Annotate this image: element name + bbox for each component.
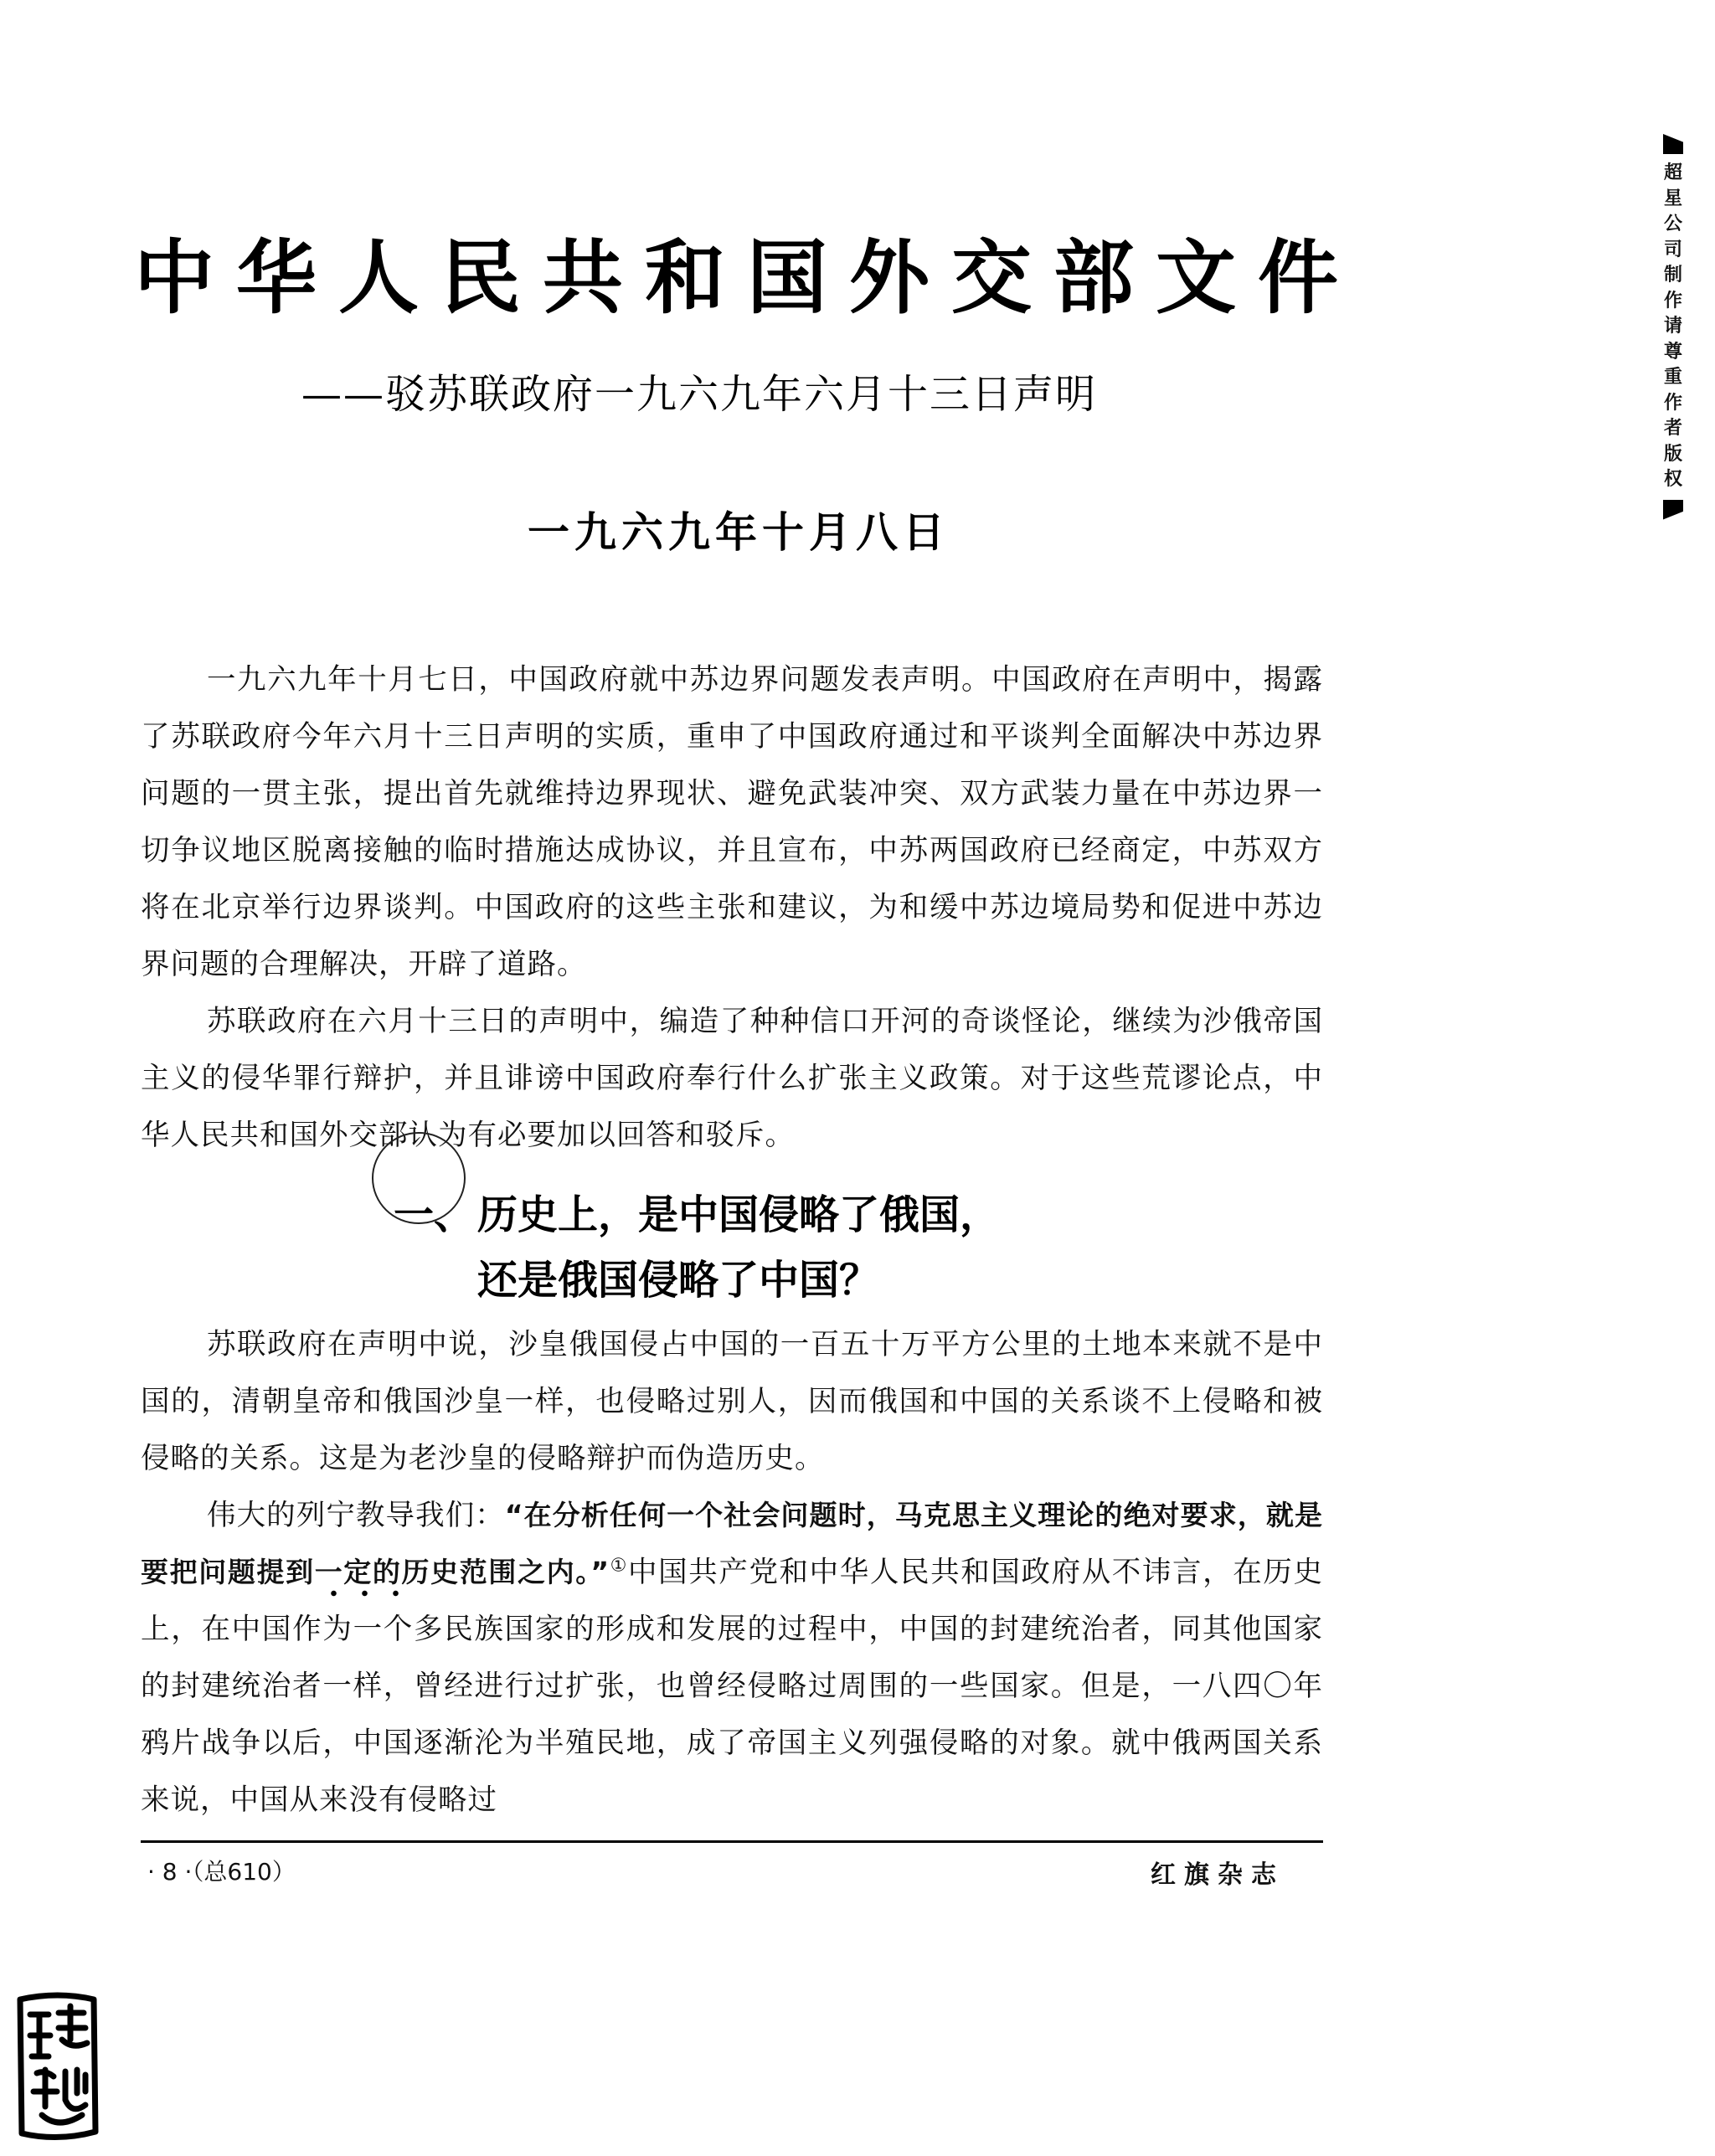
- footer-journal-name: 红旗杂志: [1151, 1860, 1285, 1890]
- paragraph-2: 苏联政府在六月十三日的声明中，编造了种种信口开河的奇谈怪论，继续为沙俄帝国主义的侵华罪行辩护，并且诽谤中国政府奉行什么扩张主义政策。对于这些荒谬论点，中华人民共和国外交部认为有必要加以回答和驳斥。: [141, 1005, 1323, 1152]
- document-date: 一九六九年十月八日: [528, 508, 950, 557]
- section-number: 一、: [394, 1191, 475, 1238]
- section-1-heading: [394, 1182, 1147, 1313]
- footnote-marker: ①: [610, 1555, 628, 1577]
- seal-stamp-icon: [12, 1989, 104, 2145]
- section-paragraph-2-rest: 中国共产党和中华人民共和国政府从不讳言，在历史上，在中国作为一个多民族国家的形成和发展的过程中，中国的封建统治者，同其他国家的封建统治者一样，曾经进行过扩张，也曾经侵略过周围的一些国家。但是，一八四〇年鸦片战争以后，中国逐渐沦为半殖民地，成了帝国主义列强侵略的对象。就中俄两国关系来说，中国从来没有侵略过: [141, 1556, 1323, 1817]
- lenin-quote-part-1: “在分析任何一个社会问题时，马克思主义理论的绝对要求，就是要把问题提到: [141, 1499, 1323, 1588]
- section-heading-line-1: 历史上，是中国侵略了俄国，: [477, 1191, 1001, 1238]
- lenin-intro: 伟大的列宁教导我们：: [207, 1499, 505, 1532]
- footer-page-number: · 8 ·（总610）: [147, 1858, 296, 1886]
- paragraph-1: 一九六九年十月七日，中国政府就中苏边界问题发表声明。中国政府在声明中，揭露了苏联政府今年六月十三日声明的实质，重申了中国政府通过和平谈判全面解决中苏边界问题的一贯主张，提出首先就维持边界现状、避免武装冲突、双方武装力量在中苏边界一切争议地区脱离接触的临时措施达成协议，并且宣布，中苏两国政府已经商定，中苏双方将在北京举行边界谈判。中国政府的这些主张和建议，为和缓中苏边境局势和促进中苏边界问题的合理解决，开辟了道路。: [141, 663, 1323, 981]
- section-paragraph-1: 苏联政府在声明中说，沙皇俄国侵占中国的一百五十万平方公里的土地本来就不是中国的，清朝皇帝和俄国沙皇一样，也侵略过别人，因而俄国和中国的关系谈不上侵略和被侵略的关系。这是为老沙皇的侵略辩护而伪造历史。: [141, 1328, 1323, 1475]
- section-paragraph-2: [141, 1487, 1323, 1829]
- document-subtitle: ——驳苏联政府一九六九年六月十三日声明: [301, 371, 1098, 418]
- lenin-quote-part-2: 历史范围之内。”: [401, 1556, 610, 1588]
- intro-text-block: [141, 651, 1323, 1164]
- side-copyright-tab: [1661, 134, 1695, 593]
- side-tab-bottom-mark: [1663, 500, 1683, 520]
- document-title: 中华人民共和国外交部文件: [134, 231, 1360, 325]
- section-1-text-block: [141, 1316, 1323, 1829]
- side-tab-text: 超星公司制作请尊重作者版权: [1663, 162, 1682, 490]
- footer-rule: [141, 1840, 1323, 1843]
- side-tab-top-mark: [1663, 134, 1683, 154]
- section-heading-line-2: 还是俄国侵略了中国？: [477, 1257, 880, 1304]
- lenin-quote-emphasis: 一定的: [314, 1556, 402, 1588]
